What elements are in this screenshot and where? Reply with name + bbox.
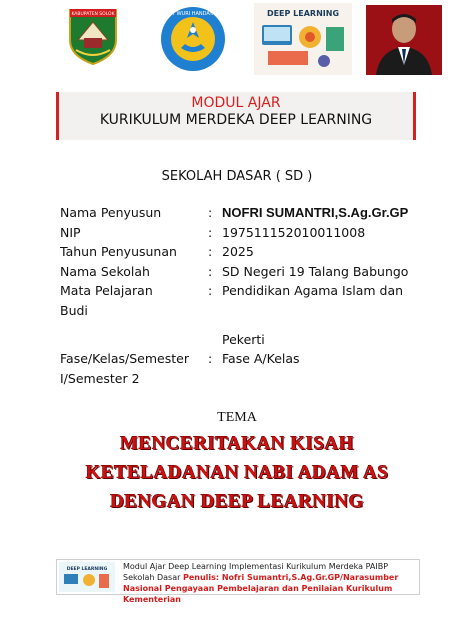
tema-label: TEMA (217, 410, 257, 425)
info-colon: : (208, 351, 213, 366)
school-level: SEKOLAH DASAR ( SD ) (161, 169, 313, 184)
deep-learning-logo-text: DEEP LEARNING (266, 9, 340, 18)
author-photo (366, 5, 442, 75)
info-label: Nama Sekolah (60, 263, 150, 279)
footer-thumbnail (59, 562, 115, 592)
info-value: Fase A/Kelas (222, 351, 300, 366)
info-colon: : (208, 244, 213, 259)
info-label: Fase/Kelas/Semester (60, 351, 189, 366)
footer-bar (56, 559, 420, 604)
deep-learning-logo (254, 3, 352, 75)
info-value: 197511152010011008 (222, 224, 366, 240)
info-value: Pekerti (222, 331, 265, 347)
info-value: SD Negeri 19 Talang Babungo (222, 263, 409, 279)
theme-title-line-1: MENCERITAKAN KISAH (119, 433, 355, 454)
info-label: Budi (60, 302, 88, 318)
info-label: Mata Pelajaran (60, 283, 153, 298)
banner-curriculum-title: KURIKULUM MERDEKA DEEP LEARNING (99, 112, 373, 128)
info-value: NOFRI SUMANTRI,S.Ag.Gr.GP (222, 205, 409, 220)
info-colon: : (208, 283, 213, 298)
info-colon: : (208, 263, 213, 279)
info-label: Nama Penyusun (60, 205, 162, 220)
footer-thumbnail-text: DEEP LEARNING (66, 567, 108, 572)
kabupaten-logo (66, 4, 120, 66)
footer-text-plain: Modul Ajar Deep Learning Implementasi Kurikulum Merdeka PAIBP Sekolah Dasar (123, 562, 389, 582)
info-colon: : (208, 205, 213, 220)
info-label: I/Semester 2 (60, 370, 140, 386)
footer-text-author: Penulis: Nofri Sumantri,S.Ag.Gr.GP/Narasumber Nasional Pengayaan Pembelajaran dan Penilaian Kurikulum Kementerian (123, 573, 399, 604)
info-colon: : (208, 224, 213, 240)
banner-module-title: MODUL AJAR (191, 95, 281, 111)
title-banner (56, 92, 416, 140)
info-value: Pendidikan Agama Islam dan (222, 283, 404, 298)
tut-wuri-logo-text: TUT WURI HANDAYANI (165, 11, 221, 17)
info-value: 2025 (222, 244, 254, 259)
tut-wuri-handayani-logo (157, 4, 229, 74)
info-label: Tahun Penyusunan (60, 244, 177, 259)
footer-text (123, 561, 419, 605)
theme-title-line-3: DENGAN DEEP LEARNING (110, 491, 364, 512)
kabupaten-logo-text: KABUPATEN SOLOK (71, 12, 115, 17)
info-label: NIP (60, 224, 81, 240)
theme-title-line-2: KETELADANAN NABI ADAM AS (85, 462, 389, 483)
